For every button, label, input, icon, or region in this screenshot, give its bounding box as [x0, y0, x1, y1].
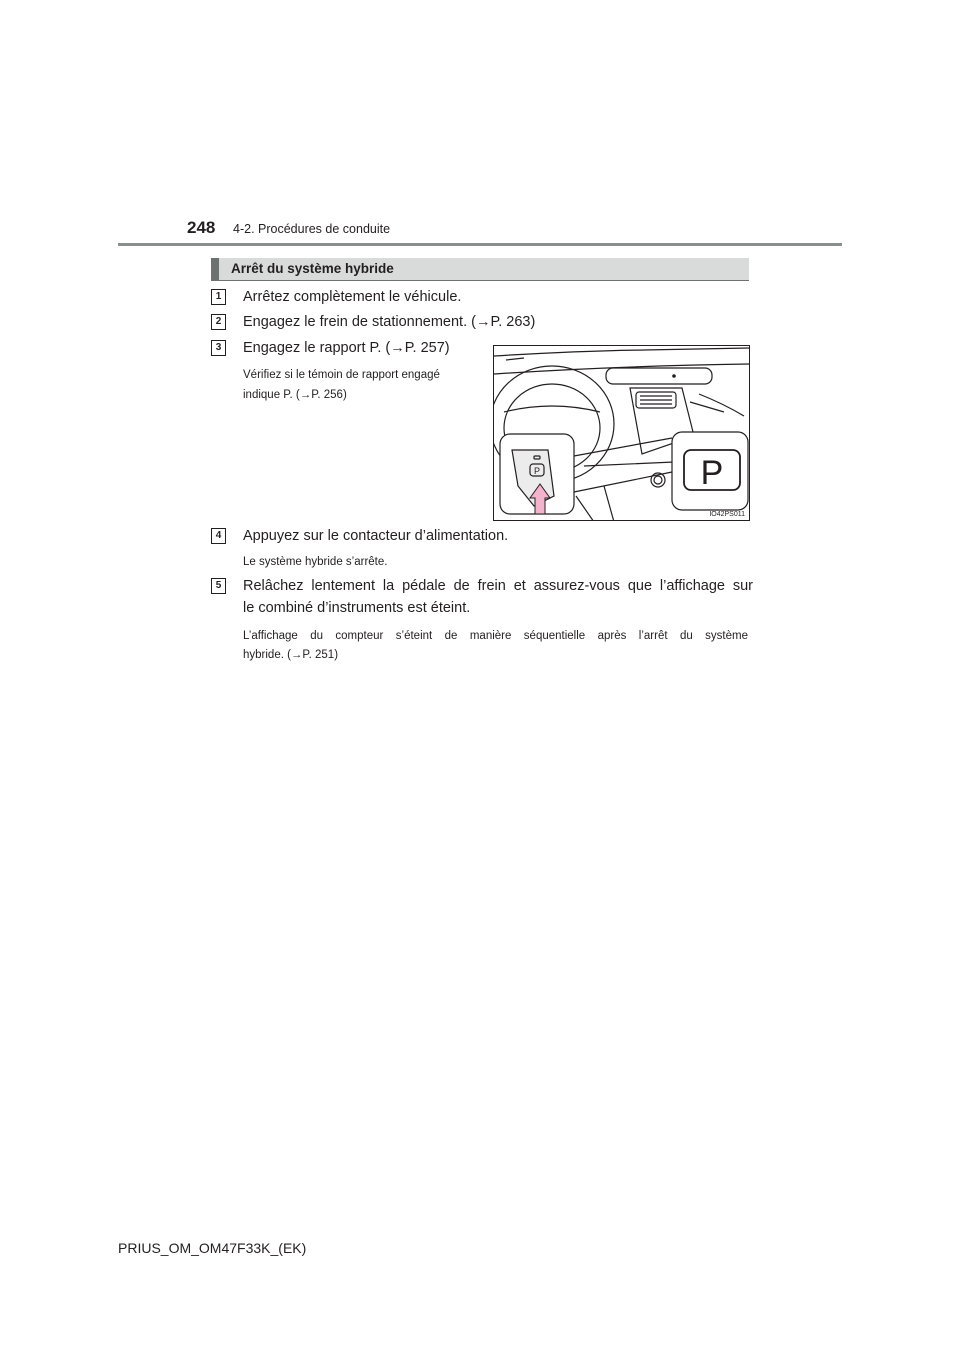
step-text-2: Engagez le frein de stationnement. (→P. 263): [243, 314, 536, 330]
step-note-5-line2: hybride. (→P. 251): [243, 649, 339, 661]
step-text-3: Engagez le rapport P. (→P. 257): [243, 340, 450, 356]
step-note-4: Le système hybride s’arrête.: [243, 556, 388, 568]
step-number-4: 4: [211, 528, 226, 544]
section-heading-text: Arrêt du système hybride: [231, 261, 394, 276]
section-title: 4-2. Procédures de conduite: [233, 222, 391, 236]
step-text-5-line1: Relâchez lentement la pédale de frein et assurez-vous que l’affichage sur: [243, 578, 753, 594]
step-note-5-line1: L’affichage du compteur s’éteint de manière séquentielle après l’arrêt du système: [243, 630, 748, 642]
dashboard-drawing: [494, 346, 750, 521]
step-text-4: Appuyez sur le contacteur d’alimentation.: [243, 528, 509, 544]
indicator-letter: P: [700, 454, 724, 492]
shift-position-illustration: [493, 345, 750, 521]
step-number-3: 3: [211, 340, 226, 356]
section-heading: [211, 258, 749, 281]
step-text-1: Arrêtez complètement le véhicule.: [243, 289, 462, 305]
footer-document-code: PRIUS_OM_OM47F33K_(EK): [118, 1240, 307, 1256]
step-number-5: 5: [211, 578, 226, 594]
step-note-3-line1: Vérifiez si le témoin de rapport engagé: [243, 369, 440, 381]
header-rule: [118, 243, 842, 246]
step-number-2: 2: [211, 314, 226, 330]
illustration-code: IO42PS011: [709, 511, 745, 518]
button-letter: P: [533, 466, 541, 476]
page-number: 248: [187, 218, 216, 237]
step-text-5-line2: le combiné d’instruments est éteint.: [243, 600, 471, 616]
step-number-1: 1: [211, 289, 226, 305]
step-note-3-line2: indique P. (→P. 256): [243, 389, 347, 401]
